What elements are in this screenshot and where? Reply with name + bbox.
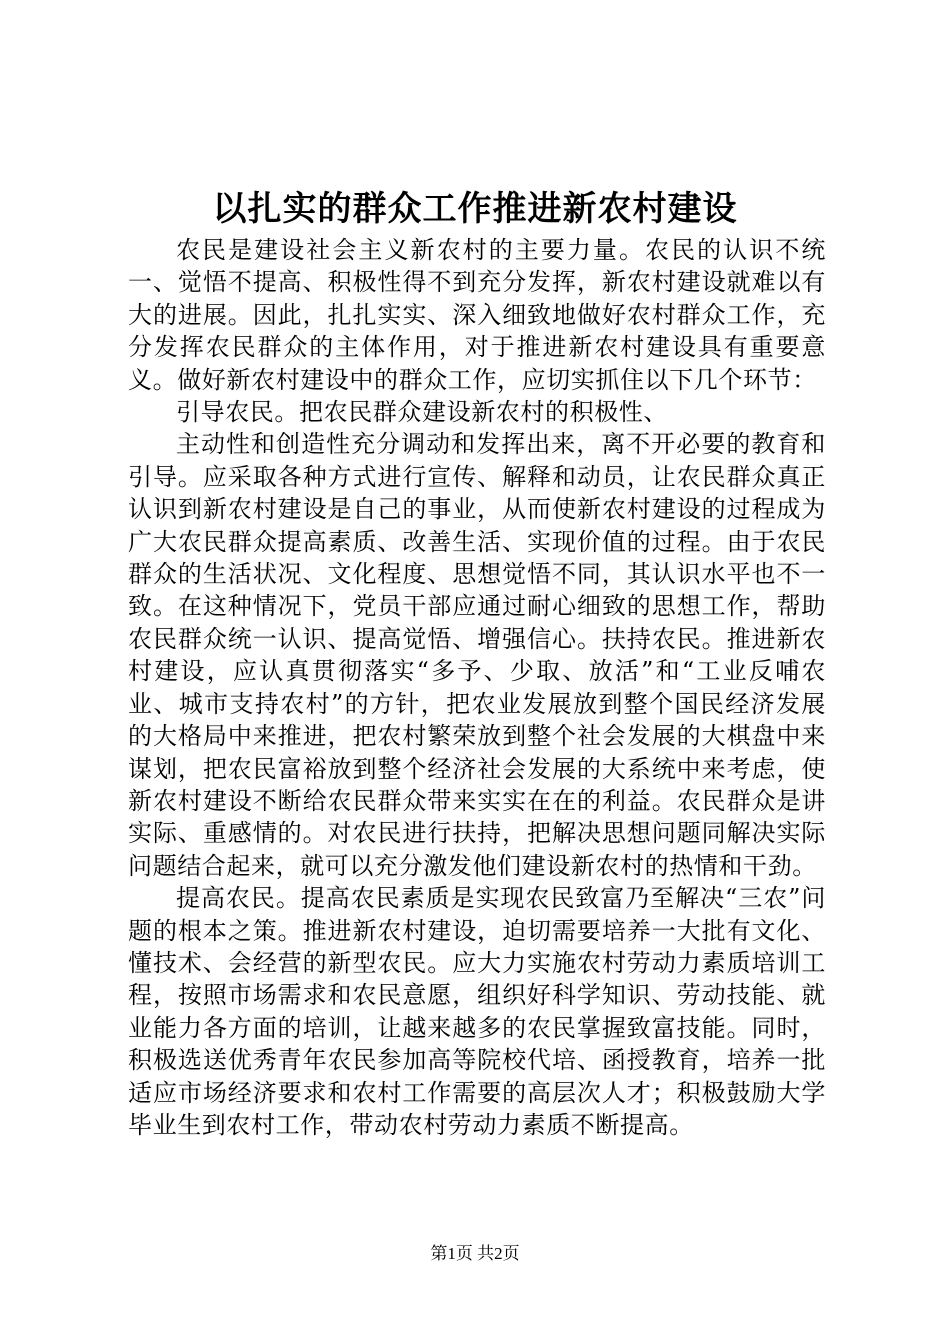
- paragraph-guide-support: 主动性和创造性充分调动和发挥出来，离不开必要的教育和引导。应采取各种方式进行宣传、解释和动员，让农民群众真正认识到新农村建设是自己的事业，从而使新农村建设的过程成为广大农民群众提高素质、改善生活、实现价值的过程。由于农民群众的生活状况、文化程度、思想觉悟不同，其认识水平也不一致。在这种情况下，党员干部应通过耐心细致的思想工作，帮助农民群众统一认识、提高觉悟、增强信心。扶持农民。推进新农村建设，应认真贯彻落实“多予、少取、放活”和“工业反哺农业、城市支持农村”的方针，把农业发展放到整个国民经济发展的大格局中来推进，把农村繁荣放到整个社会发展的大棋盘中来谋划，把农民富裕放到整个经济社会发展的大系统中来考虑，使新农村建设不断给农民群众带来实实在在的利益。农民群众是讲实际、重感情的。对农民进行扶持，把解决思想问题同解决实际问题结合起来，就可以充分激发他们建设新农村的热情和干劲。: [128, 430, 826, 880]
- document-title: 以扎实的群众工作推进新农村建设: [212, 189, 738, 229]
- paragraph-improve: 提高农民。提高农民素质是实现农民致富乃至解决“三农”问题的根本之策。推进新农村建设，迫切需要培养一大批有文化、懂技术、会经营的新型农民。应大力实施农村劳动力素质培训工程，按照市场需求和农民意愿，组织好科学知识、劳动技能、就业能力各方面的培训，让越来越多的农民掌握致富技能。同时，积极选送优秀青年农民参加高等院校代培、函授教育，培养一批适应市场经济要求和农村工作需要的高层次人才；积极鼓励大学毕业生到农村工作，带动农村劳动力素质不断提高。: [128, 884, 826, 1139]
- page-footer: 第1页 共2页: [430, 1244, 520, 1263]
- paragraph-guide-heading: 引导农民。把农民群众建设新农村的积极性、: [176, 398, 668, 427]
- paragraph-intro: 农民是建设社会主义新农村的主要力量。农民的认识不统一、觉悟不提高、积极性得不到充分发挥，新农村建设就难以有大的进展。因此，扎扎实实、深入细致地做好农村群众工作，充分发挥农民群众的主体作用，对于推进新农村建设具有重要意义。做好新农村建设中的群众工作，应切实抓住以下几个环节：: [128, 236, 826, 394]
- document-body: [128, 234, 826, 1141]
